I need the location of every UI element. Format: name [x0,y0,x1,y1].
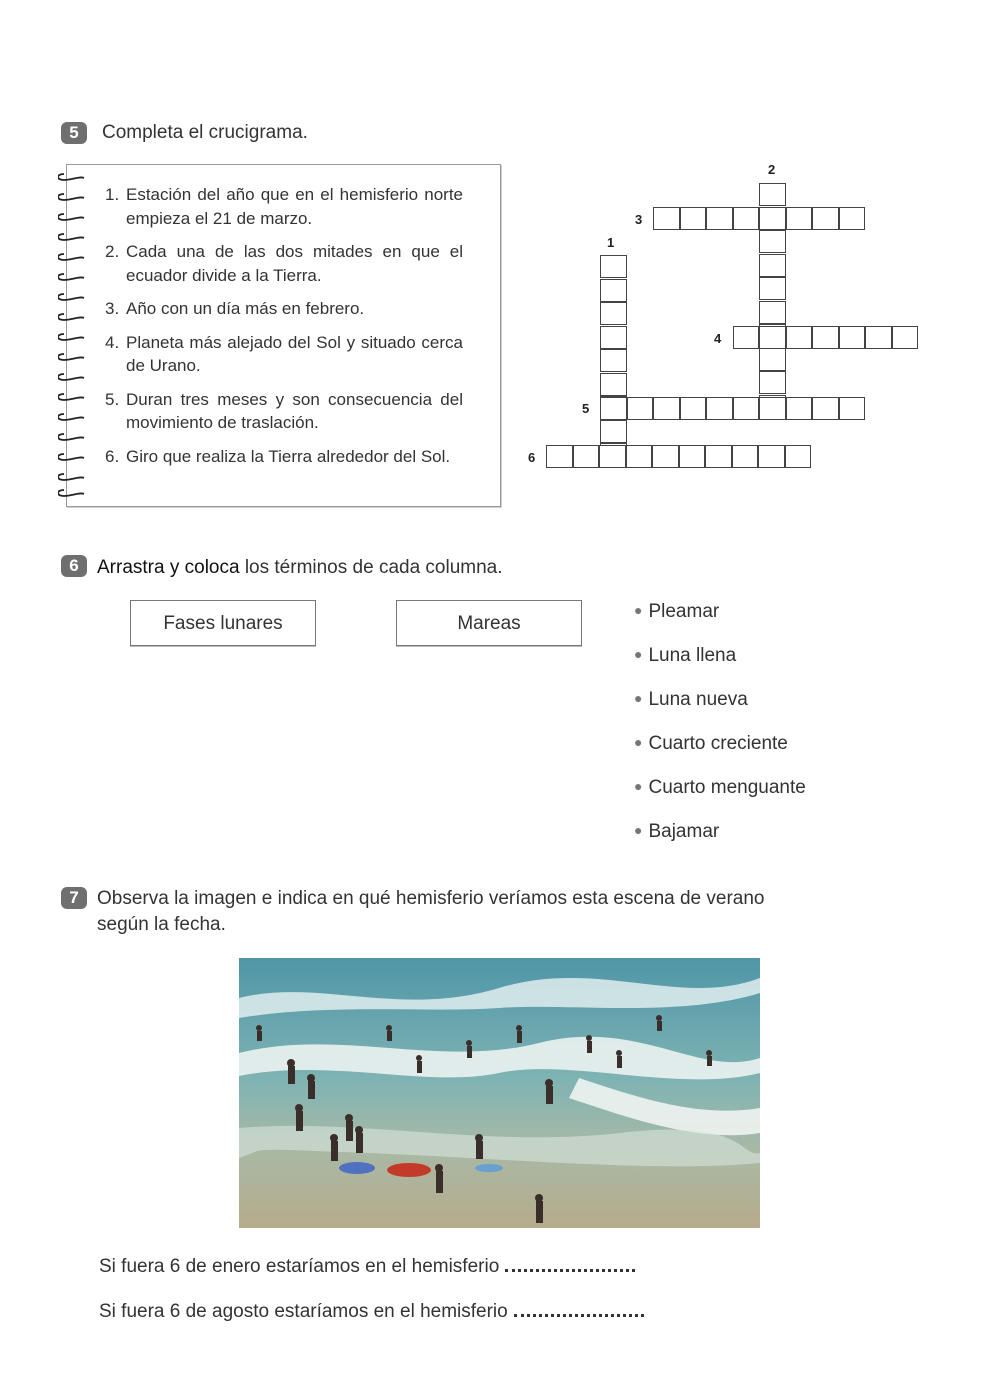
crossword-number-5: 5 [582,401,590,416]
answer-line-january: Si fuera 6 de enero estaríamos en el hemisferio [99,1256,635,1278]
bullet-icon: ● [634,822,643,838]
instruction-bold-text: Arrastra y coloca [97,557,240,578]
clue-item: 1. Estación del año que en el hemisferio norte empieza el 21 de marzo. [105,185,463,228]
crossword-cell[interactable] [653,397,680,420]
crossword-cell[interactable] [733,326,760,349]
drop-column-fases-lunares[interactable]: Fases lunares [130,600,316,646]
crossword-cell[interactable] [652,445,679,468]
crossword-cell[interactable] [759,348,786,371]
answer-line-august: Si fuera 6 de agosto estaríamos en el hemisferio [99,1301,644,1323]
crossword-cell[interactable] [839,326,866,349]
clue-item: 4. Planeta más alejado del Sol y situado cerca de Urano. [105,332,463,375]
exercise-5-instruction: Completa el crucigrama. [102,122,308,143]
clue-item: 6. Giro que realiza la Tierra alrededor del Sol. [105,446,451,466]
crossword-cell[interactable] [759,371,786,394]
crossword-cell[interactable] [733,207,760,230]
clue-item: 2. Cada una de las dos mitades en que el ecuador divide a la Tierra. [105,242,463,285]
crossword-cell[interactable] [759,183,786,206]
clue-list [105,183,463,478]
clue-item: 5. Duran tres meses y son consecuencia del movimiento de traslación. [105,389,463,432]
crossword-cell[interactable] [786,207,813,230]
answer-field-january[interactable] [505,1259,635,1272]
draggable-term-cuarto-menguante[interactable]: ● Cuarto menguante [634,777,806,798]
crossword-cell[interactable] [812,207,839,230]
crossword-cell[interactable] [759,254,786,277]
crossword-cell[interactable] [627,397,654,420]
crossword-cell[interactable] [626,445,653,468]
crossword-cell[interactable] [759,207,786,230]
exercise-6-instruction [97,557,503,579]
crossword-cell[interactable] [679,445,706,468]
crossword-cell[interactable] [732,445,759,468]
bullet-icon: ● [634,646,643,662]
beach-photo [239,958,760,1228]
crossword-cell[interactable] [600,302,627,325]
crossword-cell[interactable] [759,397,786,420]
draggable-term-luna-llena[interactable]: ● Luna llena [634,645,737,666]
crossword-cell[interactable] [865,326,892,349]
crossword-cell[interactable] [600,255,627,278]
draggable-term-cuarto-creciente[interactable]: ● Cuarto creciente [634,733,788,754]
crossword-cell[interactable] [785,445,812,468]
exercise-6-badge: 6 [61,555,87,577]
crossword-cell[interactable] [706,207,733,230]
bullet-icon: ● [634,778,643,794]
crossword-cell[interactable] [706,397,733,420]
crossword-cell[interactable] [680,397,707,420]
crossword-cell[interactable] [600,397,627,420]
draggable-term-pleamar[interactable]: ● Pleamar [634,601,720,622]
crossword-number-2: 2 [768,162,776,177]
exercise-5-badge: 5 [61,122,87,144]
spiral-rings-icon [58,168,88,500]
bullet-icon: ● [634,602,643,618]
crossword-number-1: 1 [607,235,615,250]
instruction-rest-text: los términos de cada columna. [239,557,503,578]
crossword-cell[interactable] [546,445,573,468]
draggable-term-luna-nueva[interactable]: ● Luna nueva [634,689,748,710]
crossword-number-3: 3 [635,212,643,227]
bullet-icon: ● [634,734,643,750]
clue-item: 3. Año con un día más en febrero. [105,299,365,318]
crossword-cell[interactable] [758,445,785,468]
crossword-cell[interactable] [839,207,866,230]
crossword-cell[interactable] [573,445,600,468]
crossword-cell[interactable] [705,445,732,468]
crossword-number-4: 4 [714,331,722,346]
crossword-cell[interactable] [786,326,813,349]
draggable-term-bajamar[interactable]: ● Bajamar [634,821,720,842]
answer-field-august[interactable] [514,1304,644,1317]
drop-column-mareas[interactable]: Mareas [396,600,582,646]
crossword-cell[interactable] [600,349,627,372]
bullet-icon: ● [634,690,643,706]
crossword-cell[interactable] [600,373,627,396]
exercise-7-instruction: Observa la imagen e indica en qué hemisferio veríamos esta escena de verano según la fecha. [97,888,765,935]
crossword-cell[interactable] [759,230,786,253]
crossword-cell[interactable] [839,397,866,420]
crossword-number-6: 6 [528,450,536,465]
exercise-7-badge: 7 [61,887,87,909]
crossword-cell[interactable] [812,397,839,420]
crossword-cell[interactable] [786,397,813,420]
crossword-cell[interactable] [733,397,760,420]
crossword-cell[interactable] [600,326,627,349]
crossword-cell[interactable] [759,277,786,300]
crossword-cell[interactable] [680,207,707,230]
crossword-cell[interactable] [600,279,627,302]
crossword-cell[interactable] [653,207,680,230]
crossword-cell[interactable] [759,301,786,324]
crossword-cell[interactable] [600,420,627,443]
crossword-cell[interactable] [599,445,626,468]
crossword-cell[interactable] [759,326,786,349]
crossword-cell[interactable] [812,326,839,349]
crossword-cell[interactable] [892,326,919,349]
